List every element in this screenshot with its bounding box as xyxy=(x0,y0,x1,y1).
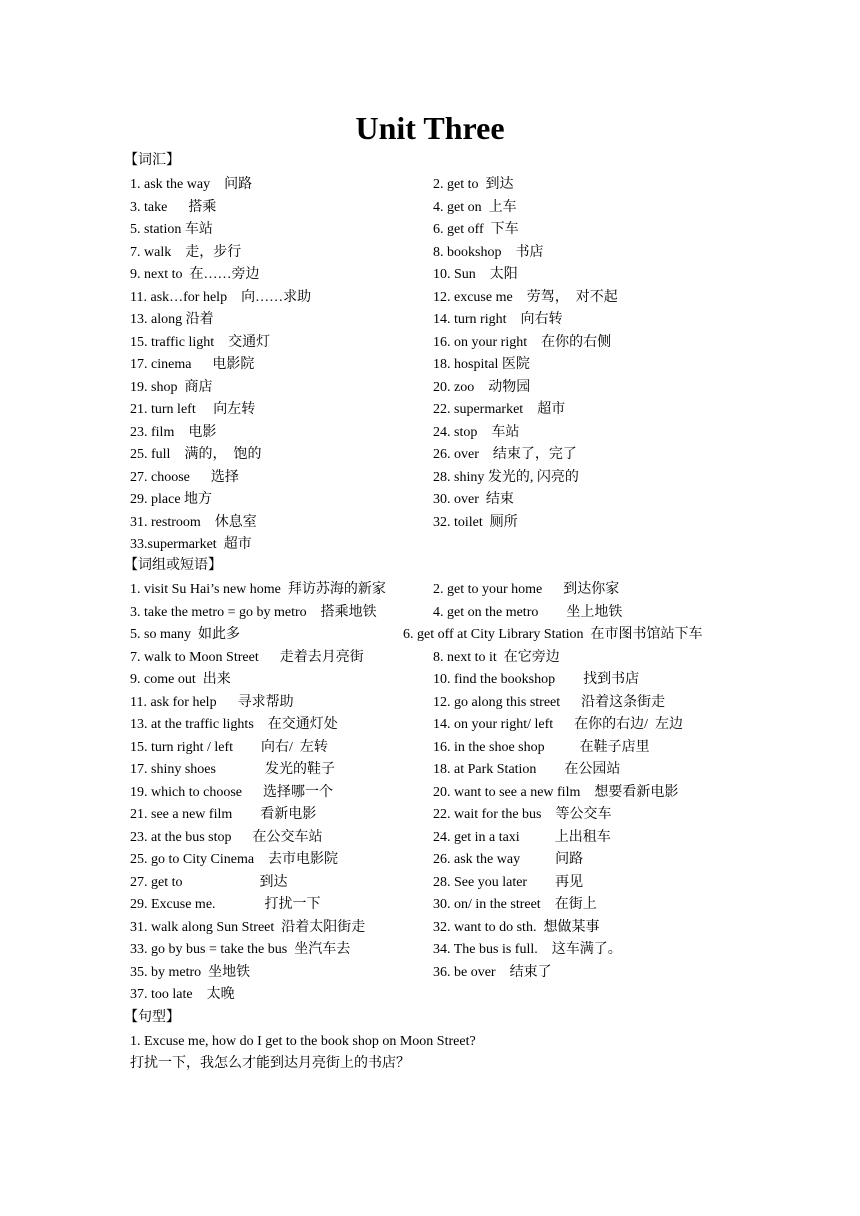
phrases-right-item: 2. get to your home 到达你家 xyxy=(433,582,620,597)
vocab-right-item: 2. get to 到达 xyxy=(433,177,514,192)
phrases-right-item: 26. ask the way 问路 xyxy=(433,852,584,867)
phrases-left-item: 17. shiny shoes 发光的鞋子 xyxy=(130,762,335,777)
phrases-right-item: 8. next to it 在它旁边 xyxy=(433,649,560,665)
vocab-right-item: 18. hospital 医院 xyxy=(433,357,530,372)
section-phrases-heading: 【词组或短语】 xyxy=(124,558,222,573)
vocab-right-item: 12. excuse me 劳驾， 对不起 xyxy=(433,289,618,305)
vocab-left-item: 21. turn left 向左转 xyxy=(130,402,256,417)
vocab-right-item: 26. over 结束了，完了 xyxy=(433,447,577,462)
phrases-right-item: 34. The bus is full. 这车满了。 xyxy=(433,942,622,957)
phrases-left-item: 23. at the bus stop 在公交车站 xyxy=(130,829,323,845)
phrases-right-item: 32. want to do sth. 想做某事 xyxy=(433,919,600,935)
vocab-left-item: 11. ask…for help 向……求助 xyxy=(130,289,312,305)
phrases-left-item: 1. visit Su Hai’s new home 拜访苏海的新家 xyxy=(130,582,386,597)
vocab-right-item: 4. get on 上车 xyxy=(433,199,517,215)
vocab-right-item: 10. Sun 太阳 xyxy=(433,267,518,282)
phrases-left-item: 19. which to choose 选择哪一个 xyxy=(130,784,333,800)
vocab-left-item: 5. station 车站 xyxy=(130,222,213,237)
vocab-left-item: 13. along 沿着 xyxy=(130,312,214,327)
phrases-left-item: 7. walk to Moon Street 走着去月亮街 xyxy=(130,649,364,665)
sentence-english: 1. Excuse me, how do I get to the book shop on Moon Street? xyxy=(130,1034,476,1049)
section-sentences-heading: 【句型】 xyxy=(124,1010,180,1025)
phrases-right-item: 22. wait for the bus 等公交车 xyxy=(433,807,612,822)
phrases-right-item: 12. go along this street 沿着这条街走 xyxy=(433,694,666,710)
phrases-left-item: 27. get to 到达 xyxy=(130,874,288,890)
phrases-right-item: 16. in the shoe shop 在鞋子店里 xyxy=(433,739,650,755)
phrases-left-item: 11. ask for help 寻求帮助 xyxy=(130,694,294,710)
vocab-left-item: 7. walk 走，步行 xyxy=(130,244,242,260)
phrases-right-item: 6. get off at City Library Station 在市图书馆站下车 xyxy=(403,627,703,642)
section-vocab-heading: 【词汇】 xyxy=(124,153,180,168)
phrases-right-item: 20. want to see a new film 想要看新电影 xyxy=(433,784,679,800)
vocab-left-item: 33.supermarket 超市 xyxy=(130,537,252,552)
vocab-left-item: 27. choose 选择 xyxy=(130,469,239,485)
vocab-right-item: 30. over 结束 xyxy=(433,492,514,507)
phrases-right-item: 14. on your right/ left 在你的右边/ 左边 xyxy=(433,717,684,732)
phrases-left-item: 37. too late 太晚 xyxy=(130,987,235,1002)
vocab-right-item: 6. get off 下车 xyxy=(433,222,519,237)
phrases-left-item: 5. so many 如此多 xyxy=(130,627,241,642)
vocab-left-item: 31. restroom 休息室 xyxy=(130,514,257,530)
vocab-left-item: 19. shop 商店 xyxy=(130,379,213,395)
phrases-left-item: 31. walk along Sun Street 沿着太阳街走 xyxy=(130,919,366,935)
phrases-right-item: 24. get in a taxi 上出租车 xyxy=(433,829,611,845)
vocab-left-item: 29. place 地方 xyxy=(130,492,213,507)
phrases-right-item: 18. at Park Station 在公园站 xyxy=(433,762,621,777)
phrases-left-item: 3. take the metro = go by metro 搭乘地铁 xyxy=(130,604,377,620)
vocab-left-item: 25. full 满的， 饱的 xyxy=(130,447,262,462)
phrases-left-item: 15. turn right / left 向右/ 左转 xyxy=(130,739,328,755)
phrases-right-item: 28. See you later 再见 xyxy=(433,874,584,890)
vocab-left-item: 17. cinema 电影院 xyxy=(130,357,255,372)
page-title: Unit Three xyxy=(355,110,505,146)
phrases-left-item: 21. see a new film 看新电影 xyxy=(130,807,317,822)
phrases-right-item: 4. get on the metro 坐上地铁 xyxy=(433,604,623,620)
phrases-right-item: 10. find the bookshop 找到书店 xyxy=(433,672,640,687)
sentence-chinese: 打扰一下，我怎么才能到达月亮街上的书店？ xyxy=(130,1056,410,1071)
phrases-left-item: 25. go to City Cinema 去市电影院 xyxy=(130,852,339,867)
vocab-left-item: 15. traffic light 交通灯 xyxy=(130,334,271,350)
vocab-left-item: 3. take 搭乘 xyxy=(130,199,217,215)
vocab-right-item: 14. turn right 向右转 xyxy=(433,312,563,327)
vocab-right-item: 8. bookshop 书店 xyxy=(433,244,544,260)
phrases-left-item: 29. Excuse me. 打扰一下 xyxy=(130,897,321,912)
phrases-left-item: 9. come out 出来 xyxy=(130,672,231,687)
vocab-right-item: 24. stop 车站 xyxy=(433,424,520,440)
vocab-right-item: 16. on your right 在你的右侧 xyxy=(433,334,612,350)
phrases-left-item: 35. by metro 坐地铁 xyxy=(130,964,251,980)
phrases-left-item: 13. at the traffic lights 在交通灯处 xyxy=(130,717,338,732)
vocab-right-item: 28. shiny 发光的, 闪亮的 xyxy=(433,469,579,485)
vocab-right-item: 32. toilet 厕所 xyxy=(433,514,518,530)
phrases-right-item: 36. be over 结束了 xyxy=(433,964,552,980)
vocab-right-item: 20. zoo 动物园 xyxy=(433,379,531,395)
phrases-right-item: 30. on/ in the street 在街上 xyxy=(433,897,597,912)
phrases-left-item: 33. go by bus = take the bus 坐汽车去 xyxy=(130,942,351,957)
vocab-left-item: 1. ask the way 问路 xyxy=(130,177,253,192)
vocab-left-item: 9. next to 在……旁边 xyxy=(130,267,260,282)
vocab-right-item: 22. supermarket 超市 xyxy=(433,402,566,417)
vocab-left-item: 23. film 电影 xyxy=(130,424,217,440)
